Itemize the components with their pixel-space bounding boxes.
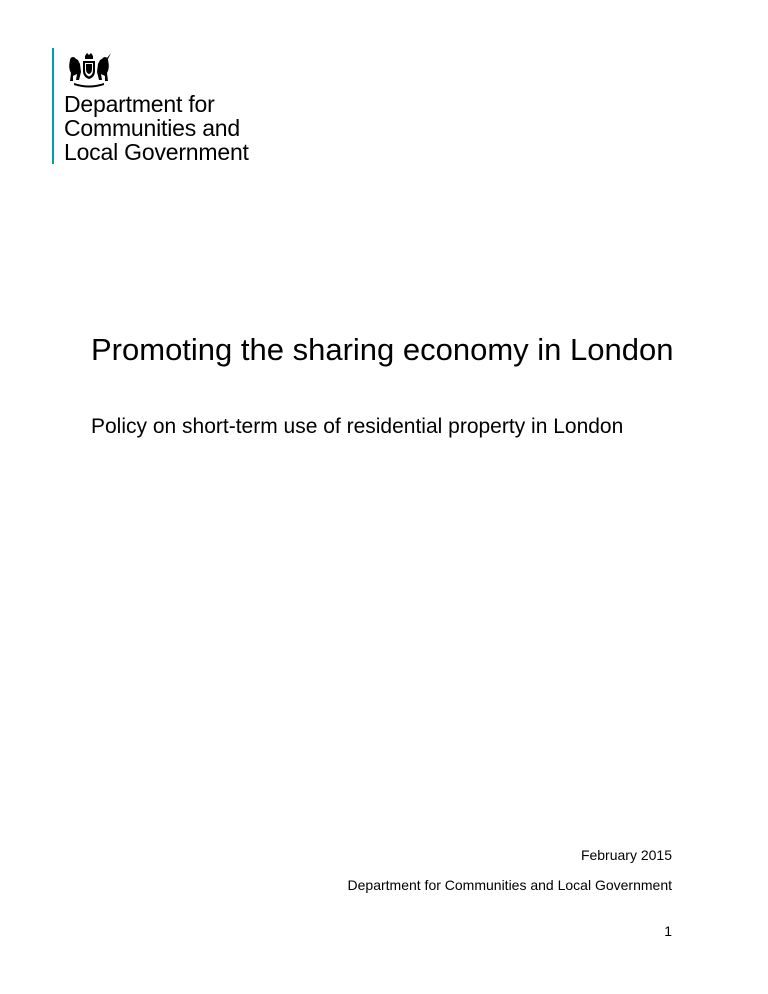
department-name-line-1: Department for — [64, 91, 215, 117]
department-name-line-2: Communities and — [64, 115, 240, 141]
department-logo — [52, 48, 292, 164]
publication-date: February 2015 — [580, 847, 672, 863]
document-title: Promoting the sharing economy in London — [91, 332, 674, 367]
page-number: 1 — [664, 923, 672, 939]
department-name — [64, 92, 249, 164]
department-name-line-3: Local Government — [64, 139, 249, 165]
publishing-organisation: Department for Communities and Local Government — [347, 877, 672, 893]
royal-coat-of-arms-icon — [64, 52, 114, 88]
document-subtitle: Policy on short-term use of residential property in London — [91, 415, 624, 438]
logo-accent-rule — [52, 48, 54, 164]
